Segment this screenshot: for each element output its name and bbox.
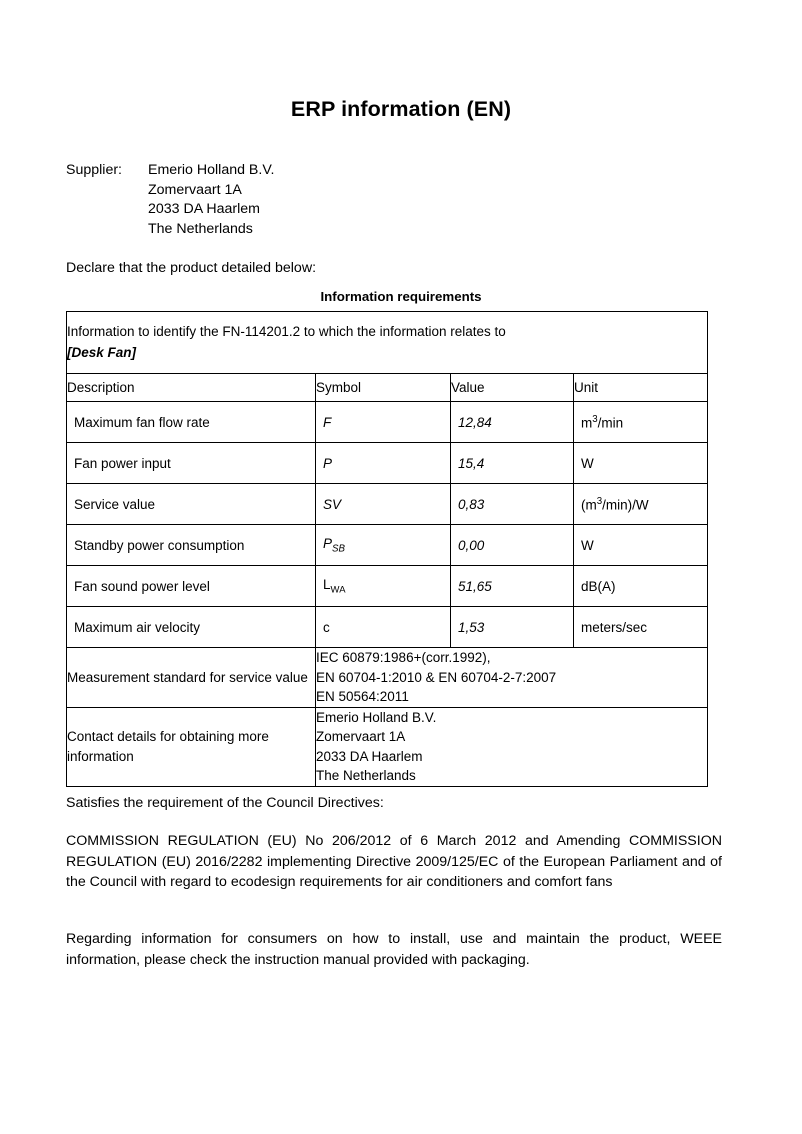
table-row: [67, 402, 708, 443]
measurement-standard-values: [316, 648, 708, 708]
row-symbol: c: [316, 607, 451, 648]
consumer-information-paragraph: Regarding information for consumers on how to install, use and maintain the product, WEEE information, please check the instruction manual provided with packaging.: [66, 931, 722, 968]
identify-cell: [67, 312, 708, 374]
supplier-address-line: 2033 DA Haarlem: [148, 201, 260, 218]
supplier-address-line: Zomervaart 1A: [148, 181, 242, 198]
table-row: [67, 607, 708, 648]
row-symbol: SV: [316, 484, 451, 525]
column-header-symbol: Symbol: [316, 374, 451, 402]
supplier-address-line: Emerio Holland B.V.: [148, 162, 275, 178]
row-unit: W: [574, 525, 708, 566]
row-description: Standby power consumption: [67, 525, 316, 566]
row-symbol: $P_{SB}$: [316, 525, 451, 566]
table-row: [67, 566, 708, 607]
identify-heading: Information to identify the FN-114201.2 to which the information relates to: [67, 324, 506, 339]
supplier-label: Supplier:: [66, 162, 122, 178]
contact-line: Emerio Holland B.V.: [316, 709, 437, 725]
row-value: 1,53: [451, 607, 574, 648]
table-caption: Information requirements: [320, 289, 482, 304]
row-description: Measurement standard for service value: [67, 648, 316, 708]
row-symbol: $L_{WA}$: [316, 566, 451, 607]
contact-line: The Netherlands: [316, 768, 416, 783]
contact-details-values: [316, 707, 708, 786]
row-value: 0,00: [451, 525, 574, 566]
row-description: Contact details for obtaining more information: [67, 707, 316, 786]
standard-line: IEC 60879:1986+(corr.1992),: [316, 650, 491, 665]
column-header-unit: Unit: [574, 374, 708, 402]
row-unit: $(m^3/\min)/W$: [574, 484, 708, 525]
commission-regulation-paragraph: COMMISSION REGULATION (EU) No 206/2012 of 6 March 2012 and Amending COMMISSION REGULATION (EU) 2016/2282 implementing Directive 2009/125/EC of the European Parliament and of the Council with regard to ecodesign requirements for air conditioners and comfort fans: [66, 833, 722, 890]
row-value: 12,84: [451, 402, 574, 443]
column-header-value: Value: [451, 374, 574, 402]
row-symbol: P: [316, 443, 451, 484]
row-symbol: F: [316, 402, 451, 443]
table-identify-row: [67, 312, 708, 374]
row-unit: $m^3/\min$: [574, 402, 708, 443]
supplier-address-line: The Netherlands: [148, 220, 253, 237]
table-row: [67, 443, 708, 484]
page-title: ERP information (EN): [290, 97, 512, 121]
row-unit: W: [574, 443, 708, 484]
table-header-row: [67, 374, 708, 402]
row-unit: dB(A): [574, 566, 708, 607]
satisfies-statement: Satisfies the requirement of the Council Directives:: [66, 795, 384, 811]
row-description: Service value: [67, 484, 316, 525]
row-value: 15,4: [451, 443, 574, 484]
standard-line: EN 60704-1:2010 & EN 60704-2-7:2007: [316, 669, 557, 685]
standard-line: EN 50564:2011: [316, 689, 409, 704]
contact-line: 2033 DA Haarlem: [316, 748, 423, 764]
row-description: Fan power input: [67, 443, 316, 484]
table-row: [67, 525, 708, 566]
erp-information-table: [66, 311, 708, 787]
declare-statement: Declare that the product detailed below:: [66, 260, 317, 276]
row-value: 51,65: [451, 566, 574, 607]
table-row: [67, 484, 708, 525]
table-row-contact-details: [67, 707, 708, 786]
row-value: 0,83: [451, 484, 574, 525]
table-row-measurement-standard: [67, 648, 708, 708]
column-header-description: Description: [67, 374, 316, 402]
row-description: Fan sound power level: [67, 566, 316, 607]
supplier-address: [148, 161, 274, 239]
row-unit: meters/sec: [574, 607, 708, 648]
row-description: Maximum fan flow rate: [67, 402, 316, 443]
contact-line: Zomervaart 1A: [316, 729, 406, 744]
supplier-block: [66, 161, 274, 239]
identify-subheading: [Desk Fan]: [67, 345, 137, 360]
row-description: Maximum air velocity: [67, 607, 316, 648]
